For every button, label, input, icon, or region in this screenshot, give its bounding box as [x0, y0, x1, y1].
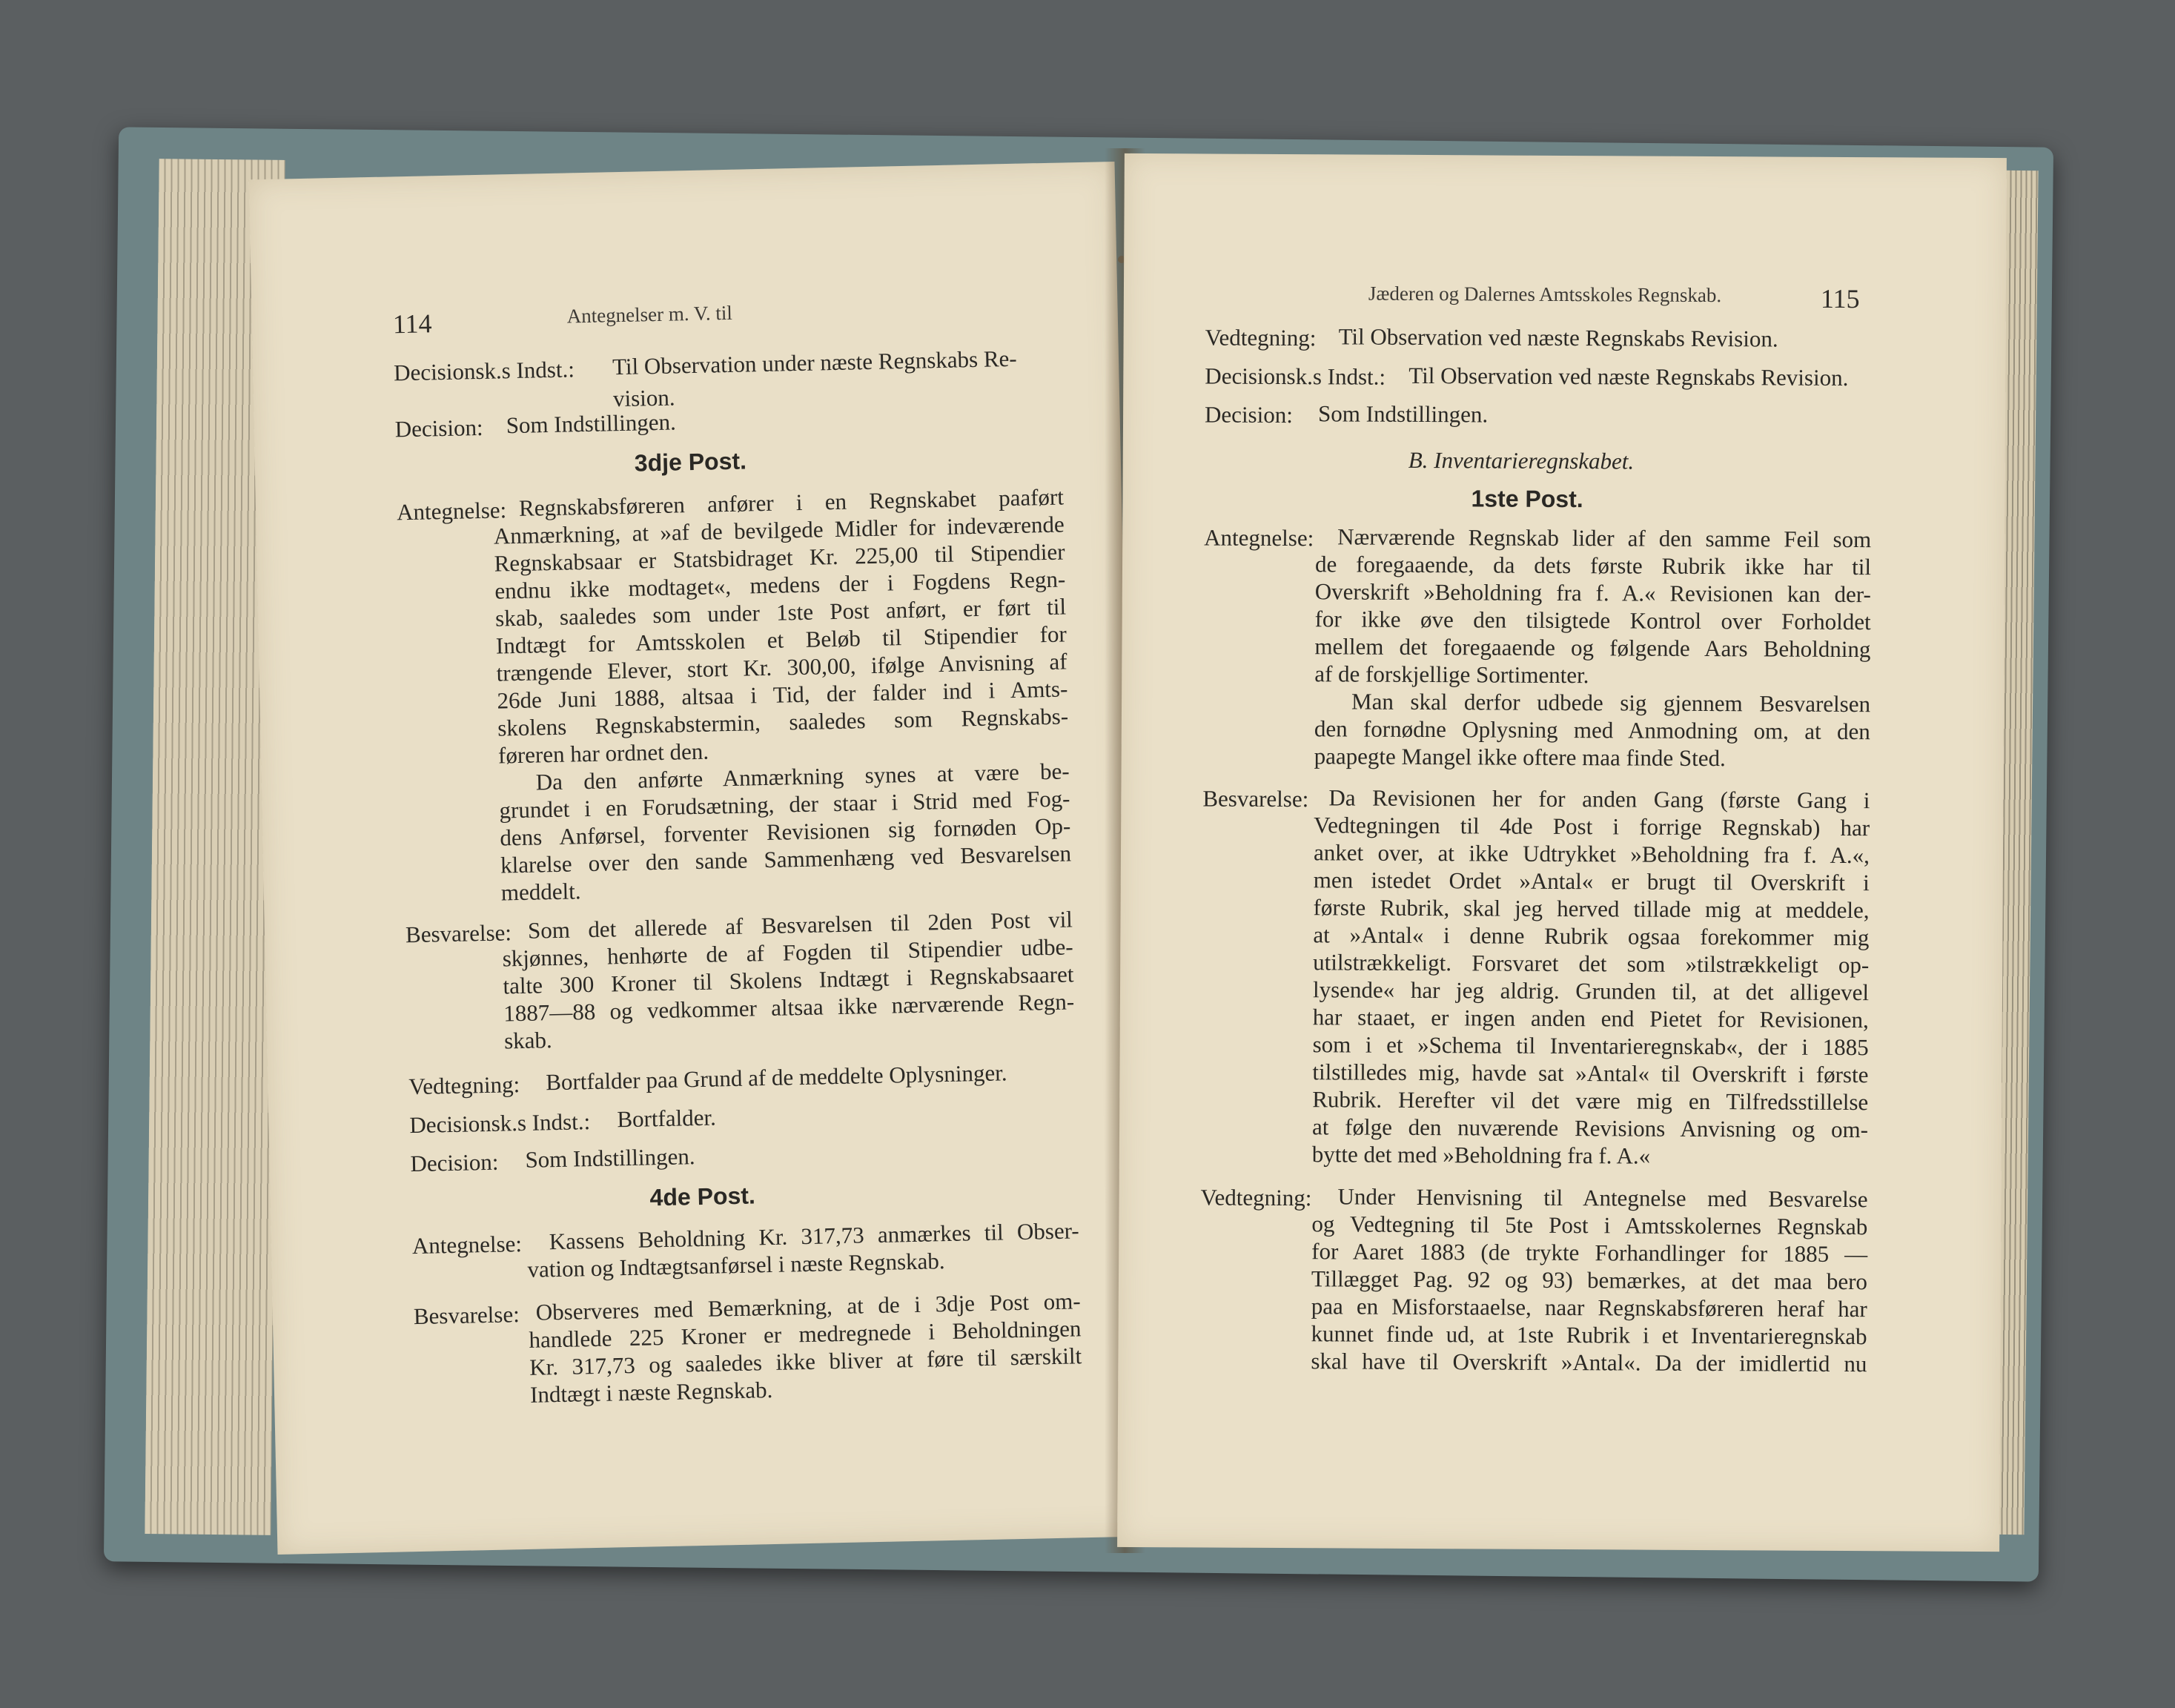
running-head: Jæderen og Dalernes Amtsskoles Regnskab. [1368, 282, 1722, 307]
page-number: 115 [1820, 283, 1860, 314]
text-line: føreren har ordnet den. [497, 738, 709, 769]
text-line: handlede 225 Kroner er medregnede i Beholdningen [529, 1315, 1082, 1353]
entry-label: Decisionsk.s Indst.: [409, 1108, 591, 1139]
text-line: Tillægget Pag. 92 og 93) bemærkes, at det maa bero [1311, 1265, 1868, 1295]
right-page [1117, 153, 2007, 1552]
entry-label: Vedtegning: [1205, 324, 1317, 351]
text-line: skal have til Overskrift »Antal«. Da der imidlertid nu [1311, 1348, 1867, 1377]
text-line: mellem det foregaaende og følgende Aars Beholdning [1314, 633, 1871, 663]
text-line: paapegte Mangel ikke oftere maa finde Sted. [1314, 743, 1726, 772]
text-line: Til Observation under næste Regnskabs Re- [612, 345, 1017, 380]
text-line: Observeres med Bemærkning, at de i 3dje Post om- [535, 1288, 1081, 1325]
text-line: talte 300 Kroner til Skolens Indtægt i Regnskabsaaret [503, 961, 1074, 999]
text-line: vision. [612, 384, 675, 412]
text-line: utilstrækkeligt. Forsvaret det som »tilstrækkeligt op- [1313, 949, 1870, 979]
text-line: Da den anførte Anmærkning synes at være be- [535, 758, 1070, 795]
section-heading: 1ste Post. [1471, 485, 1583, 513]
text-line: skjønnes, henhørte de af Fogden til Stipendier udbe- [502, 933, 1073, 972]
text-line: Som Indstillingen. [506, 408, 677, 439]
entry-label: Decision: [410, 1148, 499, 1177]
entry-label: Besvarelse: [1202, 785, 1309, 812]
text-line: Da Revisionen her for anden Gang (første Gang i [1328, 784, 1870, 814]
text-line: Overskrift »Beholdning fra f. A.« Revisionen kan der- [1314, 578, 1871, 608]
entry-label: Decisionsk.s Indst.: [1205, 363, 1386, 390]
entry-label: Antegnelse: [411, 1231, 523, 1260]
text-line: at »Antal« i denne Rubrik ogsaa forekommer mig [1313, 921, 1870, 951]
section-subheading: B. Inventarieregnskabet. [1408, 446, 1635, 474]
text-line: anket over, at ikke Udtrykket »Beholdning fra f. A.«, [1313, 839, 1870, 869]
text-line: Anmærkning, at »af de bevilgede Midler for indeværende [493, 511, 1065, 549]
text-line: men istedet Ordet »Antal« er brugt til Overskrift i [1313, 867, 1870, 896]
left-page [249, 162, 1144, 1555]
text-line: Nærværende Regnskab lider af den samme Feil som [1337, 523, 1872, 553]
text-line: af de forskjellige Sortimenter. [1314, 661, 1589, 689]
text-line: Man skal derfor udbede sig gjennem Besvarelsen [1351, 688, 1871, 718]
entry-label: Vedtegning: [408, 1071, 520, 1100]
text-line: trængende Elever, stort Kr. 300,00, ifølge Anvisning af [496, 648, 1067, 686]
text-line: kunnet finde ud, at 1ste Rubrik i et Inventarieregnskab [1311, 1320, 1867, 1350]
text-line: Regnskabsaar er Statsbidraget Kr. 225,00 til Stipendier [494, 538, 1065, 577]
text-line: Vedtegningen til 4de Post i forrige Regnskab) har [1314, 812, 1870, 841]
text-line: Til Observation ved næste Regnskabs Revision. [1408, 362, 1849, 391]
text-line: Som Indstillingen. [525, 1143, 695, 1173]
text-line: som i et »Schema til Inventarieregnskab«, der i 1885 [1312, 1031, 1869, 1061]
text-line: lysende« har jeg aldrig. Grunden til, at det alligevel [1312, 976, 1870, 1006]
text-line: skab. [503, 1027, 553, 1054]
text-line: dens Anførsel, forventer Revisionen sig fornøden Op- [500, 812, 1071, 851]
text-line: bytte det med »Beholdning fra f. A.« [1311, 1141, 1651, 1169]
text-line: Rubrik. Herefter vil det være mig en Tilfredsstillelse [1312, 1086, 1869, 1116]
text-line: har staaet, er ingen anden end Pietet for Revisionen, [1312, 1004, 1869, 1033]
text-line: 26de Juni 1888, altsaa i Tid, der falder ind i Amts- [497, 675, 1068, 714]
text-line: klarelse over den sande Sammenhæng ved Besvarelsen [500, 840, 1072, 878]
text-line: for Aaret 1883 (de trykte Forhandlinger for 1885 — [1311, 1238, 1868, 1268]
text-line: skolens Regnskabstermin, saaledes som Regnskabs- [497, 703, 1069, 741]
text-line: skab, saaledes som under 1ste Post anført, er ført til [494, 593, 1067, 632]
text-line: Bortfalder paa Grund af de meddelte Oplysninger. [545, 1059, 1007, 1096]
entry-label: Decision: [1204, 401, 1293, 428]
section-heading: 4de Post. [649, 1182, 756, 1211]
text-line: den fornødne Oplysning med Anmodning om, at den [1314, 715, 1870, 745]
entry-label: Decisionsk.s Indst.: [393, 356, 575, 386]
section-heading: 3dje Post. [634, 447, 747, 477]
text-line: Bortfalder. [616, 1104, 717, 1133]
text-line: Kassens Beholdning Kr. 317,73 anmærkes til Obser- [549, 1217, 1079, 1255]
text-line: grundet i en Forudsætning, der staar i Strid med Fog- [499, 785, 1070, 824]
text-line: Som det allerede af Besvarelsen til 2den Post vil [527, 906, 1073, 944]
entry-label: Antegnelse: [396, 497, 507, 526]
text-line: Kr. 317,73 og saaledes ikke bliver at føre til særskilt [529, 1343, 1082, 1380]
text-line: Indtægt for Amtsskolen et Beløb til Stipendier for [495, 620, 1067, 659]
text-line: første Rubrik, skal jeg herved tillade mig at meddele, [1313, 894, 1870, 924]
text-line: Til Observation ved næste Regnskabs Revision. [1338, 323, 1778, 352]
text-line: for ikke øve den tilsigtede Kontrol over Forholdet [1314, 606, 1871, 635]
text-line: vation og Indtægtsanførsel i næste Regnskab. [527, 1248, 945, 1282]
text-line: Under Henvisning til Antegnelse med Besvarelse [1337, 1183, 1868, 1213]
text-line: de foregaaende, da dets første Rubrik ikke har til [1314, 551, 1872, 580]
text-line: tilstilledes mig, havde sat »Antal« til Overskrift i første [1312, 1059, 1869, 1088]
text-line: Regnskabsføreren anfører i en Regnskabet paaført [518, 483, 1065, 521]
page-number: 114 [392, 308, 432, 340]
text-line: og Vedtegning til 5te Post i Amtsskolernes Regnskab [1311, 1211, 1868, 1240]
entry-label: Besvarelse: [413, 1301, 520, 1330]
entry-label: Besvarelse: [405, 919, 512, 948]
entry-label: Vedtegning: [1200, 1184, 1312, 1211]
running-head: Antegnelser m. V. til [566, 301, 733, 328]
text-line: at følge den nuværende Revisions Anvisning og om- [1311, 1113, 1869, 1143]
text-line: endnu ikke modtaget«, medens der i Fogdens Regn- [494, 566, 1066, 604]
text-line: Indtægt i næste Regnskab. [529, 1376, 773, 1408]
text-line: paa en Misforstaaelse, naar Regnskabsføreren heraf har [1311, 1293, 1867, 1323]
text-line: 1887—88 og vedkommer altsaa ikke nærværende Regn- [503, 988, 1075, 1027]
text-line: Som Indstillingen. [1318, 400, 1489, 428]
entry-label: Antegnelse: [1204, 524, 1314, 552]
text-line: meddelt. [500, 878, 581, 906]
entry-label: Decision: [394, 414, 483, 443]
